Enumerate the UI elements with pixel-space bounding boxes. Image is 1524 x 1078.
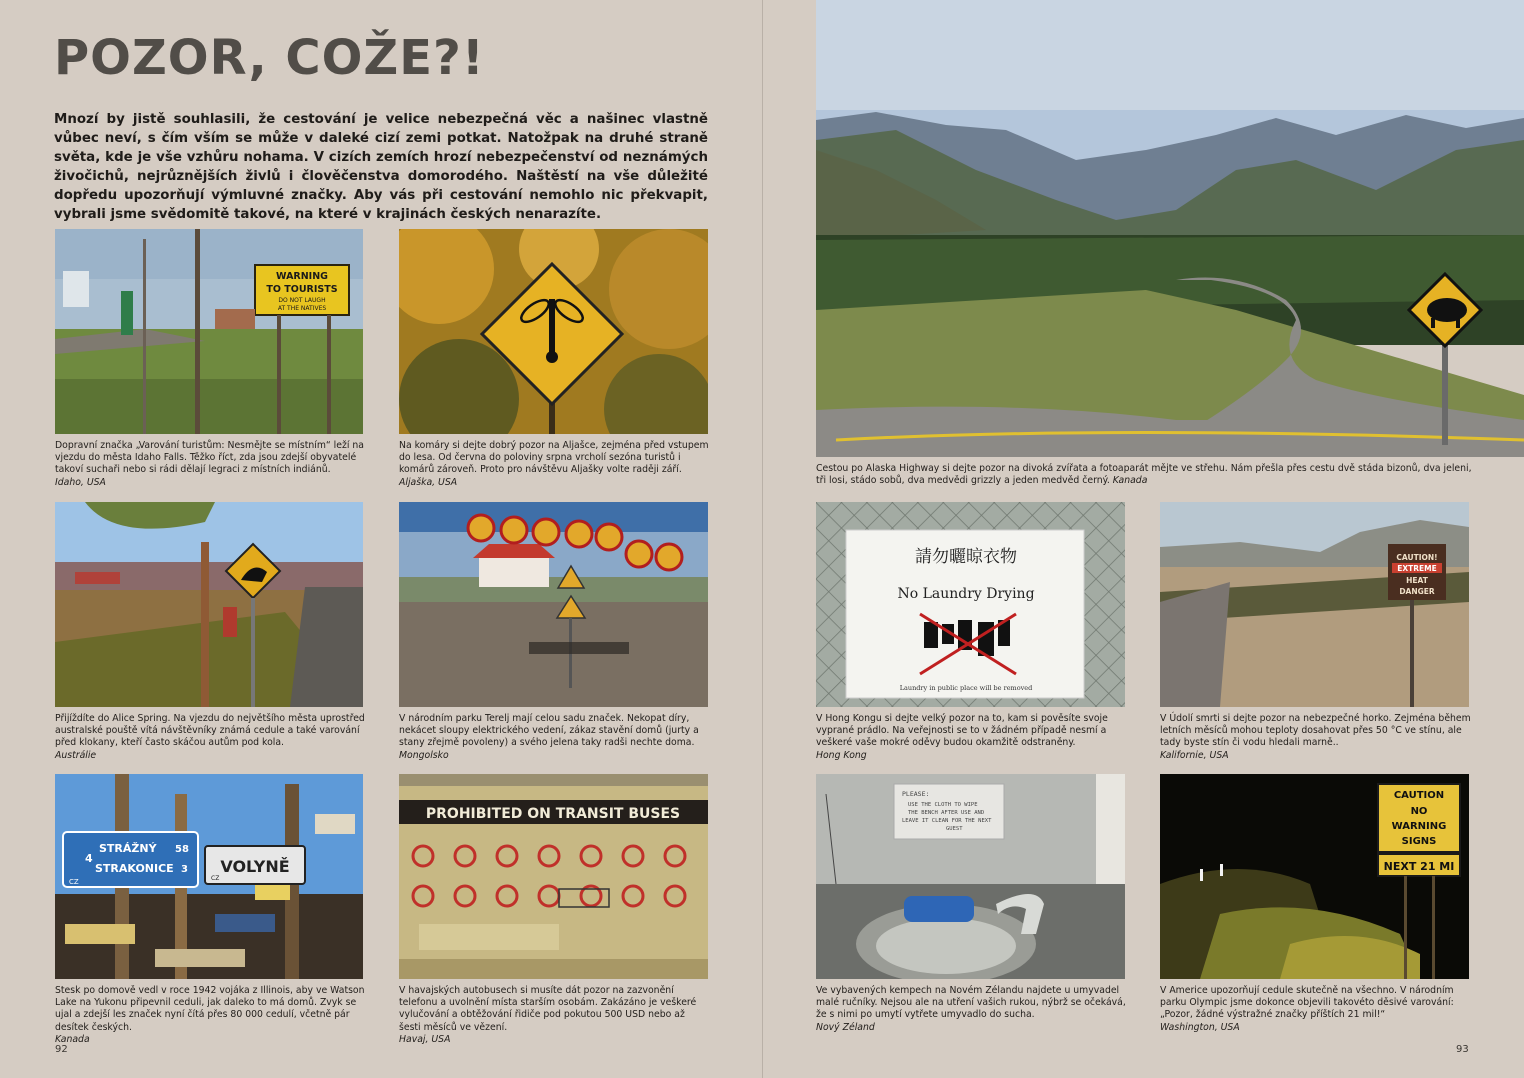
warning-sign-line-4: AT THE NATIVES <box>277 305 327 312</box>
night-sign-line-3: WARNING <box>1391 821 1447 832</box>
night-sign-distance: NEXT 21 MI <box>1383 860 1455 873</box>
strazny-number-3: 3 <box>181 864 188 875</box>
laundry-small-text: Laundry in public place will be removed <box>899 684 1033 692</box>
photo-alaska-mosquito-sign <box>399 229 708 434</box>
sink-note-line-1: PLEASE: <box>902 790 930 798</box>
photo-alaska-highway-bison-sign <box>816 0 1524 457</box>
caption-location: Aljaška, USA <box>399 476 458 488</box>
caption-location: Mongolsko <box>399 749 449 761</box>
caption-alaska-highway: Cestou po Alaska Highway si dejte pozor na divoká zvířata a fotoaparát mějte ve střehu. Nám přešla přes cestu dvě stáda bizonů, dva jeleni, tři losi, stádo sobů, dva medvědi grizzly a jeden medvěd černý. Kanada <box>816 463 1472 487</box>
laundry-english-text: No Laundry Drying <box>897 586 1035 602</box>
warning-sign-line-1: WARNING <box>276 271 328 282</box>
laundry-chinese-text: 請勿曬晾衣物 <box>915 547 1017 567</box>
bus-sign-title: PROHIBITED ON TRANSIT BUSES <box>425 806 681 822</box>
photo-australia-kangaroo-sign <box>55 502 363 707</box>
article-title: POZOR, COŽE?! <box>54 30 485 86</box>
night-sign-line-2: NO <box>1410 806 1428 817</box>
photo-hawaii-bus-prohibitions <box>399 774 708 979</box>
article-intro: Mnozí by jistě souhlasili, že cestování je velice nebezpečná věc a našinec vlastně vůbec neví, s čím vším se může v daleké cizí zemi potkat. Natožpak na druhé straně světa, kde je vše vzhůru nohama. V cizích zemích hrozí nebezpečenství od neznámých živočichů, nejrůznějších živlů i člověčenstva domorodého. Naštěstí na vše důležité dopředu upozorňují výmluvné značky. Aby vás při cestování nemohlo nic překvapit, vybrali jsme svědomitě takové, na které v krajinách českých nenarazíte. <box>54 112 708 222</box>
photo-hongkong-no-laundry-sign <box>816 502 1125 707</box>
caption-mongolia: V národním parku Terelj mají celou sadu značek. Nekopat díry, nekácet sloupy elektrického vedení, zákaz stavění domů (jurty a stany zřejmě povoleny) a svého jelena taky radši nechte doma. Mongolsko <box>399 713 709 762</box>
sink-note-line-2: USE THE CLOTH TO WIPE <box>908 802 978 808</box>
caption-location: Hong Kong <box>816 749 867 761</box>
caption-olympic: V Americe upozorňují cedule skutečně na všechno. V národním parku Olympic jsme dokonce objevili takovéto děsivé varování: „Pozor, žádné výstražné značky příštích 21 mil!“ Washington, USA <box>1160 985 1472 1034</box>
strazny-line-1: STRÁŽNÝ <box>99 842 157 855</box>
caption-death-valley: V Údolí smrti si dejte pozor na nebezpečné horko. Zejména během letních měsíců mohou teploty dosahovat přes 50 °C ve stínu, ale tady byste stín či vodu hledali marně.. Kalifornie, USA <box>1160 713 1471 761</box>
heat-sign-line-2: EXTREME <box>1397 564 1437 573</box>
caption-location: Kalifornie, USA <box>1160 749 1229 761</box>
caption-hawaii: V havajských autobusech si musíte dát pozor na zazvonění telefonu a uvolnění místa starším osobám. Zakázáno je veškeré vylučování a obtěžování řidiče pod pokutou 500 USD nebo až šesti měsíců ve vězení. Havaj, USA <box>399 985 709 1046</box>
heat-sign-line-1: CAUTION! <box>1396 553 1438 562</box>
caption-location: Idaho, USA <box>55 476 106 488</box>
sink-note-line-5: GUEST <box>946 826 963 832</box>
heat-sign-line-3: HEAT <box>1406 576 1428 585</box>
volyne-sign-text: VOLYNĚ <box>220 857 290 876</box>
caption-location: Kanada <box>1112 475 1148 487</box>
caption-alaska: Na komáry si dejte dobrý pozor na Aljašce, zejména před vstupem do lesa. Od června do poloviny srpna vrcholí sezóna turistů i komárů zároveň. Proto pro návštěvu Aljašky volte raději září. Aljaška, USA <box>399 440 709 488</box>
caption-australia: Přijíždíte do Alice Spring. Na vjezdu do největšího města uprostřed australské pouště vítá návštěvníky známá cedule a také varování před klokany, kteří často skáčou autům pod kola. Austrálie <box>55 713 365 761</box>
caption-location: Havaj, USA <box>399 1033 451 1045</box>
sink-note-line-3: THE BENCH AFTER USE AND <box>908 810 985 816</box>
caption-location: Washington, USA <box>1160 1021 1240 1033</box>
photo-olympic-no-warning-signs <box>1160 774 1469 979</box>
caption-location: Austrálie <box>55 749 97 761</box>
caption-watson-lake: Stesk po domově vedl v roce 1942 vojáka z Illinois, aby ve Watson Lake na Yukonu připevnil ceduli, jak daleko to má domů. Zvyk se ujal a zdejší les značek nyní čítá přes 80 000 cedulí, včetně pár desítek českých. Kanada <box>55 985 365 1045</box>
strazny-line-2: STRAKONICE <box>95 862 174 875</box>
photo-newzealand-sink-towel <box>816 774 1125 979</box>
night-sign-line-1: CAUTION <box>1393 790 1445 801</box>
warning-sign-line-3: DO NOT LAUGH <box>278 297 326 304</box>
caption-location: Kanada <box>55 1033 90 1045</box>
photo-death-valley-heat-sign <box>1160 502 1469 707</box>
photo-watson-lake-sign-forest <box>55 774 363 979</box>
night-sign-line-4: SIGNS <box>1401 836 1437 847</box>
warning-sign-line-2: TO TOURISTS <box>266 284 338 295</box>
page-number-left: 92 <box>55 1044 68 1055</box>
caption-newzealand: Ve vybavených kempech na Novém Zélandu najdete u umyvadel malé ručníky. Nejsou ale na utření vašich rukou, nýbrž se očekává, že s nimi po umytí vytřete umyvadlo do sucha. Nový Zéland <box>816 985 1126 1033</box>
strazny-number-4: 4 <box>85 852 93 865</box>
photo-idaho-warning-sign <box>55 229 363 434</box>
caption-hongkong: V Hong Kongu si dejte velký pozor na to, kam si pověsíte svoje vyprané prádlo. Na veřejnosti se to v žádném případě nesmí a veškeré vaše mokré oděvy budou okamžitě odstraněny. Hong Kong <box>816 713 1126 762</box>
page-gutter <box>762 0 763 1078</box>
caption-idaho: Dopravní značka „Varování turistům: Nesmějte se místním“ leží na vjezdu do města Idaho Falls. Těžko říct, zda jsou zdejší obyvatelé takoví suchaři nebo si rádi dělají legraci z místních indiánů. Idaho, USA <box>55 440 364 488</box>
heat-sign-line-4: DANGER <box>1399 587 1435 596</box>
page-number-right: 93 <box>1456 1044 1469 1055</box>
caption-location: Nový Zéland <box>816 1021 875 1033</box>
strazny-cz-label: CZ <box>69 878 79 886</box>
volyne-cz-label: CZ <box>211 875 220 882</box>
sink-note-line-4: LEAVE IT CLEAN FOR THE NEXT <box>902 818 992 824</box>
strazny-number-58: 58 <box>175 844 189 855</box>
photo-mongolia-sign-set <box>399 502 708 707</box>
